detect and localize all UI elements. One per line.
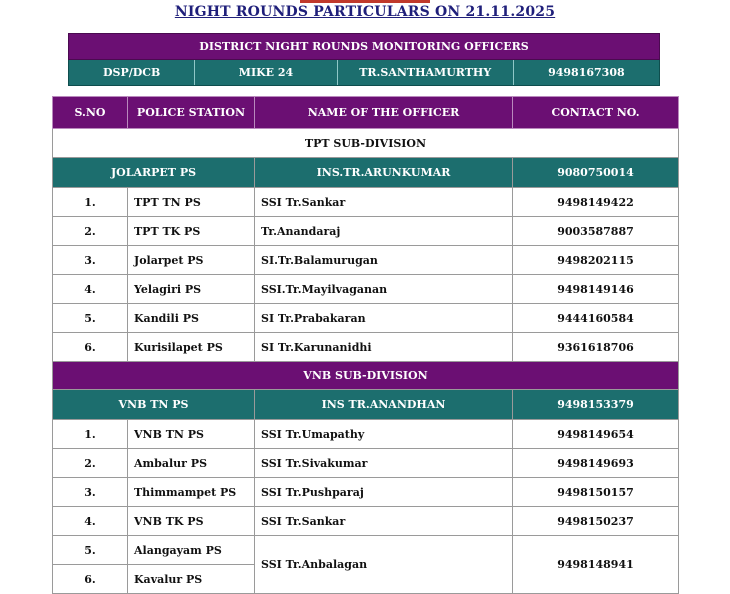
cell-sno: 2.	[53, 217, 128, 246]
table-row	[53, 449, 679, 478]
monitoring-row	[68, 60, 660, 86]
table-row	[53, 188, 679, 217]
ps-contact: 9498153379	[513, 390, 679, 420]
cell-contact: 9498150237	[513, 507, 679, 536]
monitoring-contact: 9498167308	[513, 60, 659, 85]
table-row	[53, 275, 679, 304]
cell-sno: 6.	[53, 333, 128, 362]
cell-officer: SSI.Tr.Mayilvaganan	[255, 275, 513, 304]
cell-sno: 4.	[53, 507, 128, 536]
table-header-row	[53, 97, 679, 129]
cell-station: Yelagiri PS	[128, 275, 255, 304]
cell-sno: 3.	[53, 246, 128, 275]
ps-inspector-row	[53, 390, 679, 420]
ps-station: VNB TN PS	[53, 390, 255, 420]
cell-sno: 5.	[53, 536, 128, 565]
cell-contact: 9498150157	[513, 478, 679, 507]
ps-inspector-row	[53, 158, 679, 188]
table-row	[53, 478, 679, 507]
header-officer-name: NAME OF THE OFFICER	[255, 97, 513, 129]
monitoring-officers-box	[68, 33, 660, 86]
monitoring-officer-name: TR.SANTHAMURTHY	[337, 60, 513, 85]
cell-station: Kurisilapet PS	[128, 333, 255, 362]
cell-officer: SI Tr.Prabakaran	[255, 304, 513, 333]
ps-officer: INS TR.ANANDHAN	[255, 390, 513, 420]
cell-contact: 9498148941	[513, 536, 679, 594]
cell-sno: 1.	[53, 420, 128, 449]
header-police-station: POLICE STATION	[128, 97, 255, 129]
table-row	[53, 536, 679, 565]
table-row	[53, 304, 679, 333]
title-accent-bar	[300, 0, 430, 3]
subdivision-label: VNB SUB-DIVISION	[53, 362, 679, 390]
cell-sno: 2.	[53, 449, 128, 478]
cell-officer: SSI Tr.Umapathy	[255, 420, 513, 449]
subdivision-label: TPT SUB-DIVISION	[53, 129, 679, 158]
cell-station: Thimmampet PS	[128, 478, 255, 507]
cell-sno: 1.	[53, 188, 128, 217]
cell-contact: 9444160584	[513, 304, 679, 333]
cell-sno: 3.	[53, 478, 128, 507]
cell-contact: 9498149422	[513, 188, 679, 217]
cell-contact: 9498149693	[513, 449, 679, 478]
ps-station: JOLARPET PS	[53, 158, 255, 188]
cell-officer: SSI Tr.Sankar	[255, 507, 513, 536]
cell-contact: 9498149654	[513, 420, 679, 449]
cell-sno: 6.	[53, 565, 128, 594]
cell-officer: SI.Tr.Balamurugan	[255, 246, 513, 275]
ps-officer: INS.TR.ARUNKUMAR	[255, 158, 513, 188]
page-title: NIGHT ROUNDS PARTICULARS ON 21.11.2025	[174, 4, 556, 20]
ps-contact: 9080750014	[513, 158, 679, 188]
cell-officer: Tr.Anandaraj	[255, 217, 513, 246]
table-row	[53, 420, 679, 449]
table-row	[53, 217, 679, 246]
cell-officer: SSI Tr.Pushparaj	[255, 478, 513, 507]
table-row	[53, 246, 679, 275]
cell-sno: 5.	[53, 304, 128, 333]
cell-officer: SSI Tr.Sankar	[255, 188, 513, 217]
monitoring-heading: DISTRICT NIGHT ROUNDS MONITORING OFFICERS	[68, 33, 660, 60]
cell-contact: 9498202115	[513, 246, 679, 275]
cell-station: VNB TK PS	[128, 507, 255, 536]
cell-station: Alangayam PS	[128, 536, 255, 565]
header-sno: S.NO	[53, 97, 128, 129]
cell-sno: 4.	[53, 275, 128, 304]
cell-station: Kavalur PS	[128, 565, 255, 594]
table-row	[53, 507, 679, 536]
table-row	[53, 333, 679, 362]
cell-station: VNB TN PS	[128, 420, 255, 449]
cell-station: TPT TN PS	[128, 188, 255, 217]
cell-officer: SSI Tr.Sivakumar	[255, 449, 513, 478]
cell-station: Jolarpet PS	[128, 246, 255, 275]
cell-station: TPT TK PS	[128, 217, 255, 246]
night-rounds-table	[52, 96, 679, 594]
cell-station: Ambalur PS	[128, 449, 255, 478]
header-contact: CONTACT NO.	[513, 97, 679, 129]
cell-contact: 9498149146	[513, 275, 679, 304]
cell-contact: 9003587887	[513, 217, 679, 246]
cell-officer: SI Tr.Karunanidhi	[255, 333, 513, 362]
monitoring-designation: DSP/DCB	[102, 66, 161, 79]
subdivision-row	[53, 129, 679, 158]
monitoring-callsign: MIKE 24	[194, 60, 336, 85]
subdivision-row	[53, 362, 679, 390]
cell-contact: 9361618706	[513, 333, 679, 362]
cell-station: Kandili PS	[128, 304, 255, 333]
cell-officer: SSI Tr.Anbalagan	[255, 536, 513, 594]
